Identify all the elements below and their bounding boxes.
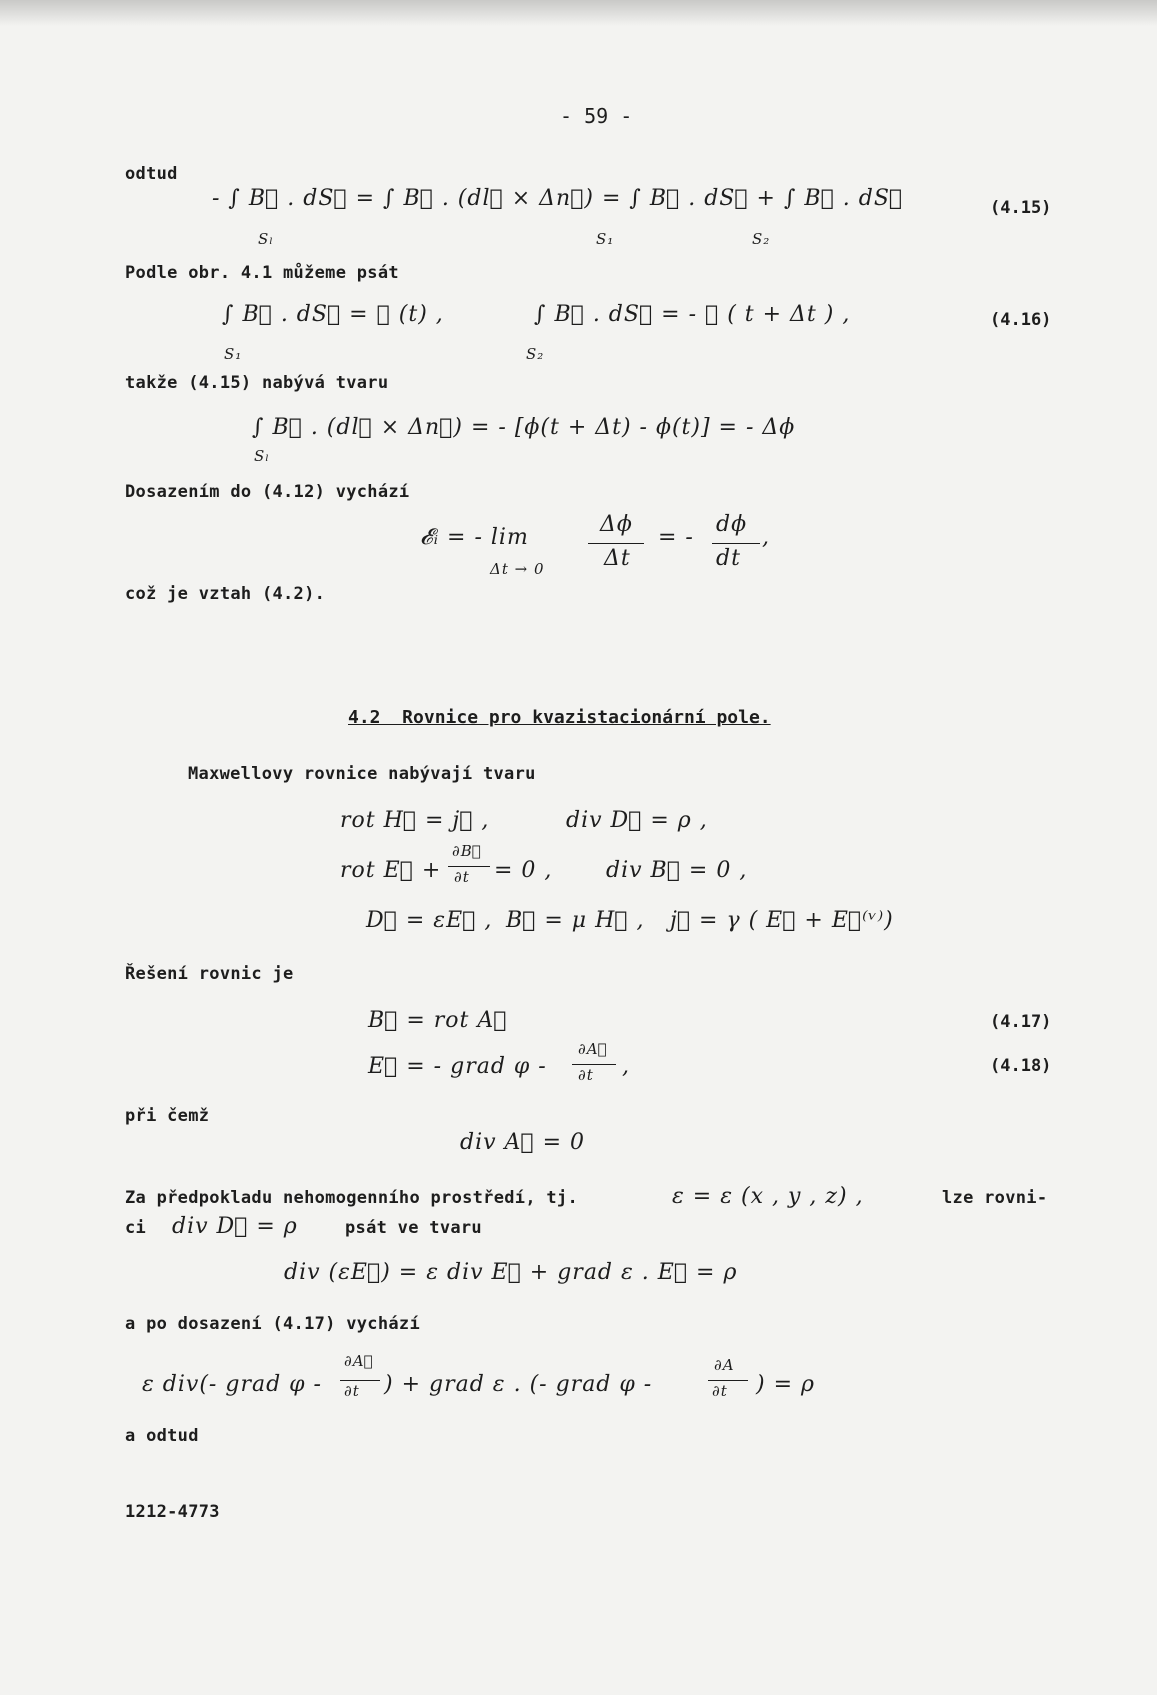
page-number: - 59 - (560, 104, 633, 128)
text-ci: ci (125, 1218, 147, 1238)
equation-final-denominator-2: ∂t (712, 1382, 728, 1400)
text-pri-cemz: při čemž (125, 1106, 210, 1126)
scan-shadow (0, 0, 1157, 26)
equation-4-16b: ∫ B⃗ . dS⃗ = - ∅ ( t + Δt ) , (534, 302, 851, 327)
equation-number-4-16: (4.16) (990, 310, 1052, 330)
maxwell-rot-e-denominator: ∂t (454, 868, 470, 886)
equation-4-16a: ∫ B⃗ . dS⃗ = ∅ (t) , (222, 302, 444, 327)
equation-4-18-comma: , (622, 1054, 630, 1079)
maxwell-rot-e-rhs: = 0 , (494, 858, 553, 883)
maxwell-rot-e-numerator: ∂B⃗ (452, 842, 482, 860)
constitutive-b: B⃗ = μ H⃗ , (506, 908, 645, 933)
equation-4-15-subscript-sb: Sₗ (258, 230, 274, 248)
fraction-bar (340, 1380, 380, 1381)
equation-emf-limit: Δt → 0 (490, 560, 545, 578)
text-po-dosazeni: a po dosazení (4.17) vychází (125, 1314, 420, 1334)
equation-emf-comma: , (762, 525, 770, 550)
equation-4-15: - ∫ B⃗ . dS⃗ = ∫ B⃗ . (dl⃗ × Δn⃗) = ∫ B⃗ . dS⃗ + ∫ B⃗ . dS⃗ (212, 186, 904, 211)
equation-div-d: div D⃗ = ρ (172, 1214, 298, 1239)
text-odtud: odtud (125, 164, 178, 184)
equation-final-rhs: ) = ρ (756, 1372, 815, 1397)
footer-code: 1212-4773 (125, 1502, 220, 1522)
equation-final-middle: ) + grad ε . (- grad φ - (384, 1372, 653, 1397)
equation-4-18: E⃗ = - grad φ - (368, 1054, 547, 1079)
equation-4-16a-subscript: S₁ (224, 345, 243, 363)
equation-emf-numerator-2: dϕ (716, 512, 748, 537)
text-podle: Podle obr. 4.1 můžeme psát (125, 263, 399, 283)
text-maxwell: Maxwellovy rovnice nabývají tvaru (188, 764, 536, 784)
equation-4-15-subscript-s2: S₂ (752, 230, 771, 248)
text-takze: takže (4.15) nabývá tvaru (125, 373, 389, 393)
equation-emf-middle: = - (658, 525, 694, 550)
equation-final-denominator-1: ∂t (344, 1382, 360, 1400)
constitutive-j: j⃗ = γ ( E⃗ + E⃗⁽ᵛ⁾) (670, 908, 894, 933)
text-lze-rovni: lze rovni- (942, 1188, 1048, 1208)
fraction-bar (712, 543, 760, 544)
equation-number-4-17: (4.17) (990, 1012, 1052, 1032)
fraction-bar (588, 543, 644, 544)
equation-div-a: div A⃗ = 0 (460, 1130, 586, 1155)
equation-final-numerator-1: ∂A⃗ (344, 1352, 374, 1370)
maxwell-rot-e: rot E⃗ + (340, 858, 442, 883)
equation-emf-lhs: 𝓔ᵢ = - lim (420, 525, 529, 550)
equation-number-4-18: (4.18) (990, 1056, 1052, 1076)
text-dosazenim: Dosazením do (4.12) vychází (125, 482, 410, 502)
fraction-bar (708, 1380, 748, 1381)
text-psat-ve-tvaru: psát ve tvaru (345, 1218, 482, 1238)
fraction-bar (448, 866, 490, 867)
maxwell-rot-h: rot H⃗ = j⃗ , (340, 808, 490, 833)
equation-flux-subscript: Sₗ (254, 447, 270, 465)
maxwell-div-b: div B⃗ = 0 , (606, 858, 748, 883)
equation-flux: ∫ B⃗ . (dl⃗ × Δn⃗) = - [ϕ(t + Δt) - ϕ(t)] = - Δϕ (252, 415, 796, 440)
equation-4-17: B⃗ = rot A⃗ (368, 1008, 508, 1033)
equation-4-16b-subscript: S₂ (526, 345, 545, 363)
text-za-predpokladu: Za předpokladu nehomogenního prostředí, tj. (125, 1188, 578, 1208)
equation-div-eps-e: div (εE⃗) = ε div E⃗ + grad ε . E⃗ = ρ (284, 1260, 738, 1285)
equation-4-18-denominator: ∂t (578, 1066, 594, 1084)
equation-emf-denominator-2: dt (716, 546, 741, 571)
equation-4-18-numerator: ∂A⃗ (578, 1040, 608, 1058)
equation-epsilon: ε = ε (x , y , z) , (672, 1184, 864, 1209)
constitutive-d: D⃗ = εE⃗ , (366, 908, 493, 933)
text-reseni: Řešení rovnic je (125, 964, 294, 984)
equation-4-15-subscript-s1: S₁ (596, 230, 615, 248)
section-heading: 4.2 Rovnice pro kvazistacionární pole. (348, 707, 771, 728)
fraction-bar (572, 1064, 616, 1065)
equation-number-4-15: (4.15) (990, 198, 1052, 218)
text-coz: což je vztah (4.2). (125, 584, 326, 604)
equation-final-lhs: ε div(- grad φ - (142, 1372, 322, 1397)
equation-emf-denominator-1: Δt (604, 546, 631, 571)
equation-emf-numerator-1: Δϕ (600, 512, 633, 537)
text-a-odtud: a odtud (125, 1426, 199, 1446)
equation-final-numerator-2: ∂A (714, 1356, 735, 1374)
maxwell-div-d: div D⃗ = ρ , (566, 808, 708, 833)
